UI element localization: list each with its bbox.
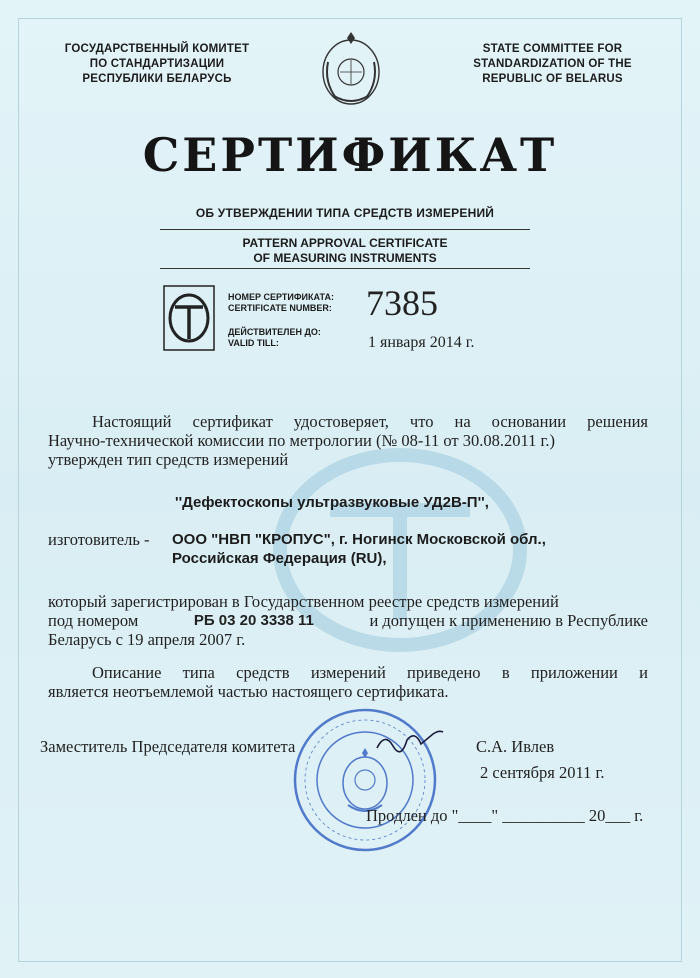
paragraph-line: Описание типа средств измерений приведено в приложении и <box>92 663 648 682</box>
certificate-number: 7385 <box>366 283 438 323</box>
paragraph-line: является неотъемлемой частью настоящего сертификата. <box>48 682 449 701</box>
subtitle-ru: ОБ УТВЕРЖДЕНИИ ТИПА СРЕДСТВ ИЗМЕРЕНИЙ <box>195 206 495 220</box>
committee-name-ru <box>42 42 272 87</box>
paragraph-text: под номером <box>48 611 139 630</box>
manufacturer-line: ООО "НВП "КРОПУС", г. Ногинск Московской обл., <box>172 531 546 548</box>
divider <box>160 229 530 230</box>
header-line: РЕСПУБЛИКИ БЕЛАРУСЬ <box>82 73 232 85</box>
extended-until: Продлен до "____" __________ 20___ г. <box>366 806 644 825</box>
page-title: СЕРТИФИКАТ <box>142 128 558 182</box>
subtitle-en <box>155 236 535 266</box>
valid-till-label <box>228 327 321 349</box>
header-line: REPUBLIC OF BELARUS <box>482 73 623 85</box>
manufacturer <box>172 530 546 568</box>
label-ru: НОМЕР СЕРТИФИКАТА: <box>228 292 334 302</box>
deputy-title: Заместитель Председателя комитета <box>40 737 296 756</box>
paragraph-line: утвержден тип средств измерений <box>48 450 289 469</box>
decision-paragraph <box>48 412 648 469</box>
description-paragraph <box>48 663 648 701</box>
label-en: VALID TILL: <box>228 338 279 348</box>
label-ru: ДЕЙСТВИТЕЛЕН ДО: <box>228 327 321 337</box>
header-line: STANDARDIZATION OF THE <box>473 58 632 70</box>
label-en: CERTIFICATE NUMBER: <box>228 303 332 313</box>
registry-paragraph <box>48 592 648 649</box>
paragraph-text: который зарегистрирован в Государственном реестре средств измерений <box>48 592 559 611</box>
header-line: ПО СТАНДАРТИЗАЦИИ <box>89 58 225 70</box>
paragraph-line <box>48 592 648 611</box>
paragraph-line <box>48 611 648 630</box>
belarus-emblem-icon <box>318 32 384 108</box>
subtitle-en-line: OF MEASURING INSTRUMENTS <box>253 251 437 265</box>
signing-date: 2 сентября 2011 г. <box>480 763 605 782</box>
standardization-logo-icon <box>163 285 215 351</box>
committee-name-en <box>450 42 655 87</box>
paragraph-line: Беларусь с 19 апреля 2007 г. <box>48 630 246 649</box>
valid-till-date: 1 января 2014 г. <box>368 334 475 351</box>
header-line: ГОСУДАРСТВЕННЫЙ КОМИТЕТ <box>64 43 250 55</box>
paragraph-line: Настоящий сертификат удостоверяет, что на основании решения <box>92 412 648 431</box>
instrument-name: ''Дефектоскопы ультразвуковые УД2В-П'', <box>175 494 489 511</box>
certificate-number-label <box>228 292 334 314</box>
paragraph-text: и допущен к применению в Республике <box>369 611 648 630</box>
manufacturer-label: изготовитель - <box>48 530 150 549</box>
manufacturer-line: Российская Федерация (RU), <box>172 550 387 567</box>
divider <box>160 268 530 269</box>
signer-name: С.А. Ивлев <box>476 737 555 756</box>
registry-number: РБ 03 20 3338 11 <box>193 612 314 629</box>
paragraph-line: Научно-технической комиссии по метрологии (№ 08-11 от 30.08.2011 г.) <box>48 431 556 450</box>
header-line: STATE COMMITTEE FOR <box>482 43 623 55</box>
subtitle-en-line: PATTERN APPROVAL CERTIFICATE <box>242 236 448 250</box>
signature-mark <box>375 726 445 756</box>
